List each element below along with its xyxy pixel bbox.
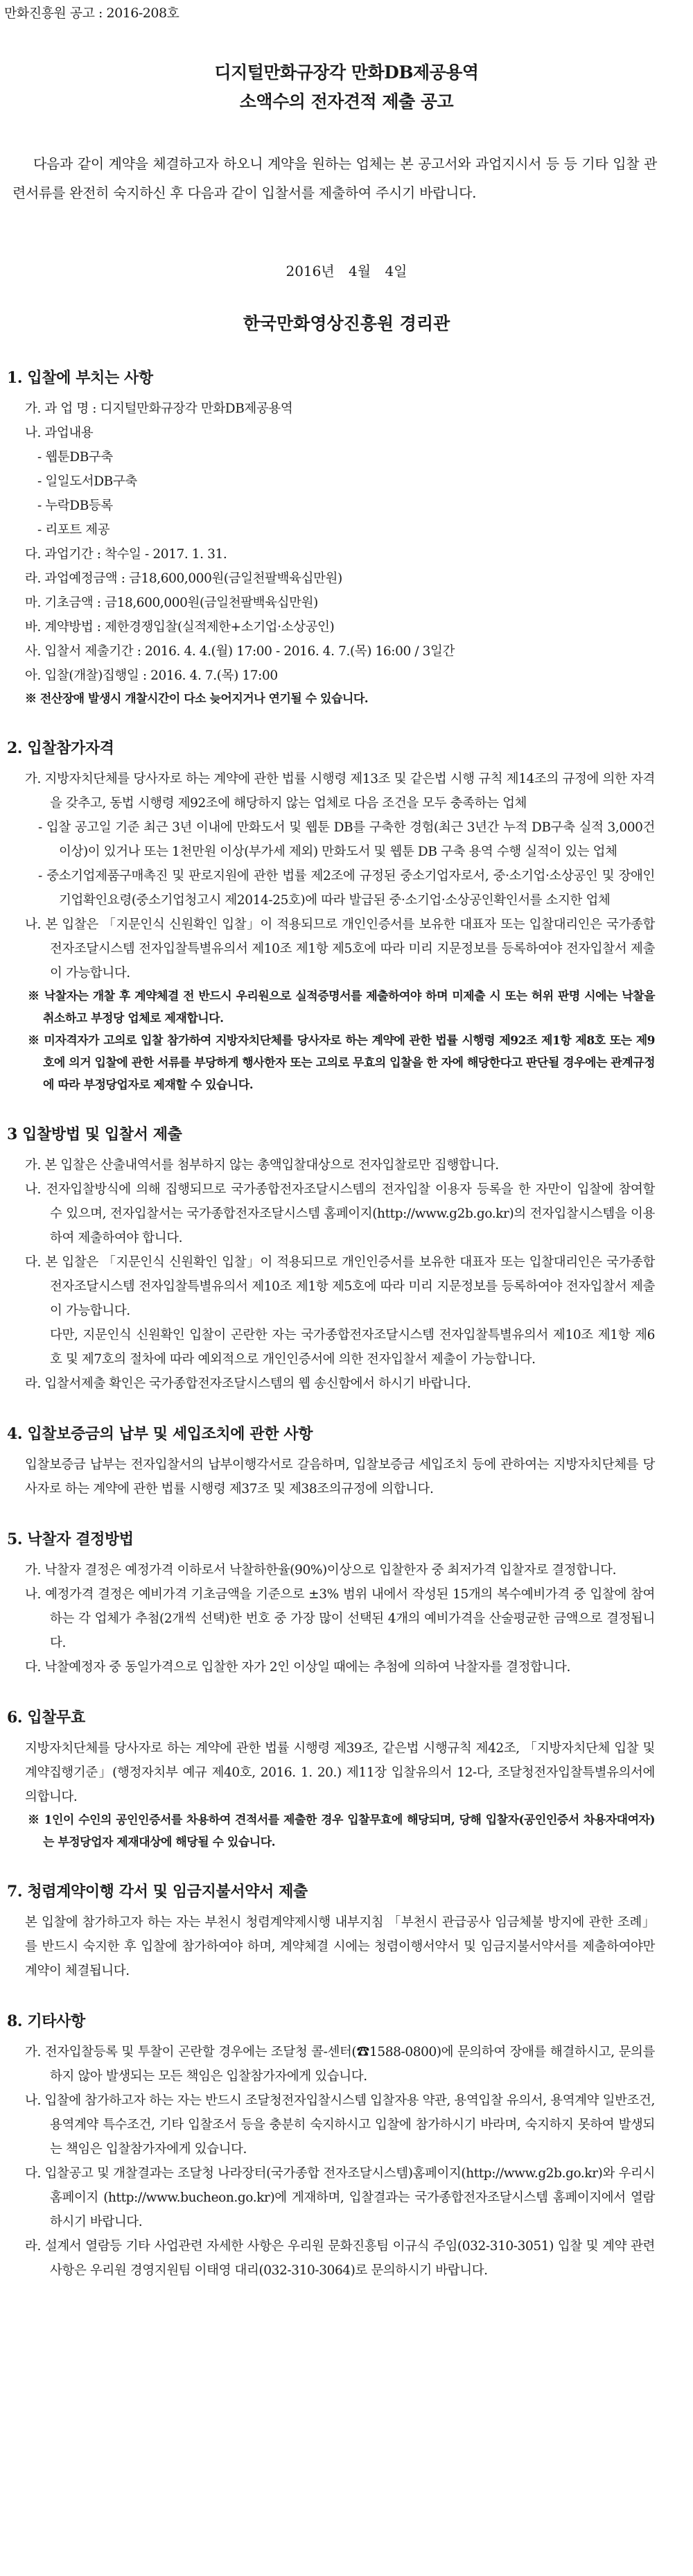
section-7-title: 7. 청렴계약이행 각서 및 임금지불서약서 제출 <box>7 1883 308 1901</box>
s3-item-c: 다. 본 입찰은 「지문인식 신원확인 입찰」이 적용되므로 개인인증서를 보유한 대표자 또는 입찰대리인은 국가종합전자조달시스템 전자입찰특별유의서 제10조 제1항 제5호에 따라 미리 지문정보를 등록하여야 전자입찰서 제출이 가능합니다. <box>25 1255 655 1318</box>
s1-item-estimated-amount: 라. 과업예정금액 : 금18,600,000원(금일천팔백육십만원) <box>25 571 342 586</box>
notice-date: 2016년 4월 4일 <box>286 263 407 279</box>
section-4-title: 4. 입찰보증금의 납부 및 세입조치에 관한 사항 <box>7 1425 313 1443</box>
notice-body <box>7 368 655 2283</box>
s5-item-a: 가. 낙찰자 결정은 예정가격 이하로서 낙찰하한율(90%)이상으로 입찰한자 중 최저가격 입찰자로 결정합니다. <box>25 1563 617 1577</box>
section-4 <box>7 1424 655 1501</box>
s1-item-base-amount: 마. 기초금액 : 금18,600,000원(금일천팔백육십만원) <box>25 596 318 610</box>
section-3 <box>7 1124 655 1396</box>
s8-item-d: 라. 설계서 열람등 기타 사업관련 자세한 사항은 우리원 문화진흥팀 이규식 주임(032-310-3051) 입찰 및 계약 관련사항은 우리원 경영지원팀 이태영 대리(032-310-3064)로 문의하시기 바랍니다. <box>25 2239 655 2278</box>
s6-body: 지방자치단체를 당사자로 하는 계약에 관한 법률 시행령 제39조, 같은법 시행규칙 제42조, 「지방자치단체 입찰 및 계약집행기준」(행정자치부 예규 제40호, 2016. 1. 20.) 제11장 입찰유의서 12-다, 조달청전자입찰특별유의서에 의합니다. <box>25 1741 655 1804</box>
section-1-title: 1. 입찰에 부치는 사항 <box>7 369 153 387</box>
s3-item-a: 가. 본 입찰은 산출내역서를 첨부하지 않는 총액입찰대상으로 전자입찰로만 집행합니다. <box>25 1158 499 1173</box>
s1-item-contract-method: 바. 계약방법 : 제한경쟁입찰(실적제한+소기업·소상공인) <box>25 620 335 634</box>
section-7 <box>7 1881 655 1983</box>
s1-scope-missing-db: - 누락DB등록 <box>37 499 113 513</box>
s2-item-b: 나. 본 입찰은 「지문인식 신원확인 입찰」이 적용되므로 개인인증서를 보유한 대표자 또는 입찰대리인은 국가종합전자조달시스템 전자입찰특별유의서 제10조 제1항 제5호에 따라 미리 지문정보를 등록하여야 전자입찰서 제출이 가능합니다. <box>25 917 655 980</box>
intro-paragraph: 다음과 같이 계약을 체결하고자 하오니 계약을 원하는 업체는 본 공고서와 과업지시서 등 등 기타 입찰 관련서류를 완전히 숙지하신 후 다음과 같이 입찰서를 제출하여 주시기 바랍니다. <box>12 155 657 201</box>
section-8 <box>7 2011 655 2283</box>
s1-scope-book-db: - 일일도서DB구축 <box>37 474 137 489</box>
issuing-organization: 한국만화영상진흥원 경리관 <box>243 313 450 334</box>
s2-note-1: ※ 낙찰자는 개찰 후 계약체결 전 반드시 우리원으로 실적증명서를 제출하여야 하며 미제출 시 또는 허위 판명 시에는 낙찰을 취소하고 부정당 업체로 제재합니다. <box>28 989 655 1026</box>
s1-note: ※ 전산장애 발생시 개찰시간이 다소 늦어지거나 연기될 수 있습니다. <box>25 692 369 706</box>
section-5 <box>7 1529 655 1679</box>
s8-item-a: 가. 전자입찰등록 및 투찰이 곤란할 경우에는 조달청 콜-센터(☎1588-0800)에 문의하여 장애를 해결하시고, 문의를 하지 않아 발생되는 모든 책임은 입찰참가자에게 있습니다. <box>25 2045 655 2084</box>
section-2-title: 2. 입찰참가자격 <box>7 739 114 757</box>
s5-item-c: 다. 낙찰예정자 중 동일가격으로 입찰한 자가 2인 이상일 때에는 추첨에 의하여 낙찰자를 결정합니다. <box>25 1660 570 1675</box>
section-8-title: 8. 기타사항 <box>7 2012 85 2030</box>
s1-item-submission-period: 사. 입찰서 제출기간 : 2016. 4. 4.(월) 17:00 - 2016. 4. 7.(목) 16:00 / 3일간 <box>25 644 455 659</box>
s2-item-a2: - 중소기업제품구매촉진 및 판로지원에 관한 법률 제2조에 규정된 중소기업자로서, 중·소기업·소상공인 및 장애인기업확인요령(중소기업청고시 제2014-25호)에 따라 발급된 중·소기업·소상공인확인서를 소지한 업체 <box>38 869 655 908</box>
section-2 <box>7 738 655 1096</box>
s8-item-b: 나. 입찰에 참가하고자 하는 자는 반드시 조달청전자입찰시스템 입찰자용 약관, 용역입찰 유의서, 용역계약 일반조건, 용역계약 특수조건, 기타 입찰조서 등을 충분히 숙지하시고 입찰에 참가하시기 바라며, 숙지하지 못하여 발생되는 책임은 입찰참가자에게 있습니다. <box>25 2093 655 2156</box>
s5-item-b: 나. 예정가격 결정은 예비가격 기초금액을 기준으로 ±3% 범위 내에서 작성된 15개의 복수예비가격 중 입찰에 참여하는 각 업체가 추첨(2개씩 선택)한 번호 중 가장 많이 선택된 4개의 예비가격을 산술평균한 금액으로 결정됩니다. <box>25 1587 655 1650</box>
section-6-title: 6. 입찰무효 <box>7 1709 85 1727</box>
section-5-title: 5. 낙찰자 결정방법 <box>7 1530 134 1548</box>
s4-body: 입찰보증금 납부는 전자입찰서의 납부이행각서로 갈음하며, 입찰보증금 세입조치 등에 관하여는 지방자치단체를 당사자로 하는 계약에 관한 법률 시행령 제37조 및 제38조의규정에 의합니다. <box>25 1458 655 1496</box>
s3-item-c2: 다만, 지문인식 신원확인 입찰이 곤란한 자는 국가종합전자조달시스템 전자입찰특별유의서 제10조 제1항 제6호 및 제7호의 절차에 따라 예외적으로 개인인증서에 의한 전자입찰서 제출이 가능합니다. <box>50 1328 655 1367</box>
s1-item-scope: 나. 과업내용 <box>25 426 94 440</box>
s1-scope-report: - 리포트 제공 <box>37 523 110 537</box>
s6-note: ※ 1인이 수인의 공인인증서를 차용하여 견적서를 제출한 경우 입찰무효에 해당되며, 당해 입찰자(공인인증서 차용자대여자)는 부정당업자 제재대상에 해당될 수 있습니다. <box>28 1813 655 1849</box>
section-3-title: 3 입찰방법 및 입찰서 제출 <box>7 1125 182 1143</box>
s1-item-opening-date: 아. 입찰(개찰)집행일 : 2016. 4. 7.(목) 17:00 <box>25 668 278 683</box>
s2-note-2: ※ 미자격자가 고의로 입찰 참가하여 지방자치단체를 당사자로 하는 계약에 관한 법률 시행령 제92조 제1항 제8호 또는 제9호에 의거 입찰에 관한 서류를 부당하게 행사한자 또는 고의로 무효의 입찰을 한 자에 해당한다고 판단될 경우에는 관계규정에 따라 부정당업자로 제재할 수 있습니다. <box>28 1034 655 1092</box>
notice-title-line1: 디지털만화규장각 만화DB제공용역 <box>214 62 479 83</box>
s3-item-b: 나. 전자입찰방식에 의해 집행되므로 국가종합전자조달시스템의 전자입찰 이용자 등록을 한 자만이 입찰에 참여할 수 있으며, 전자입찰서는 국가종합전자조달시스템 홈페이지(http://www.g2b.go.kr)의 전자입찰시스템을 이용하여 제출하여야 합니다. <box>25 1182 655 1245</box>
s1-item-period: 다. 과업기간 : 착수일 - 2017. 1. 31. <box>25 547 227 562</box>
notice-number: 만화진흥원 공고 : 2016-208호 <box>4 6 179 21</box>
s7-body: 본 입찰에 참가하고자 하는 자는 부천시 청렴계약제시행 내부지침 「부천시 관급공사 임금체불 방지에 관한 조례」를 반드시 숙지한 후 입찰에 참가하여야 하며, 계약체결 시에는 청렴이행서약서 및 임금지불서약서를 제출하여야만 계약이 체결됩니다. <box>25 1915 655 1978</box>
s1-scope-webtoon-db: - 웹툰DB구축 <box>37 450 113 465</box>
s3-item-d: 라. 입찰서제출 확인은 국가종합전자조달시스템의 웹 송신함에서 하시기 바랍니다. <box>25 1376 471 1391</box>
section-6 <box>7 1707 655 1853</box>
notice-title-line2: 소액수의 전자견적 제출 공고 <box>239 92 454 112</box>
s2-item-a1: - 입찰 공고일 기준 최근 3년 이내에 만화도서 및 웹툰 DB를 구축한 경험(최근 3년간 누적 DB구축 실적 3,000건 이상)이 있거나 또는 1천만원 이상(부가세 제외) 만화도서 및 웹툰 DB 구축 용역 수행 실적이 있는 업체 <box>38 820 655 859</box>
s8-item-c: 다. 입찰공고 및 개찰결과는 조달청 나라장터(국가종합 전자조달시스템)홈페이지(http://www.g2b.go.kr)와 우리시 홈페이지 (http://www.bucheon.go.kr)에 게재하며, 입찰결과는 국가종합전자조달시스템 홈페이지에서 열람하시기 바랍니다. <box>25 2166 655 2229</box>
s2-item-a: 가. 지방자치단체를 당사자로 하는 계약에 관한 법률 시행령 제13조 및 같은법 시행 규칙 제14조의 규정에 의한 자격을 갖추고, 동법 시행령 제92조에 해당하지 않는 업체로 다음 조건을 모두 충족하는 업체 <box>25 772 655 811</box>
section-1 <box>7 368 655 710</box>
s1-item-project-name: 가. 과 업 명 : 디지털만화규장각 만화DB제공용역 <box>25 401 293 416</box>
